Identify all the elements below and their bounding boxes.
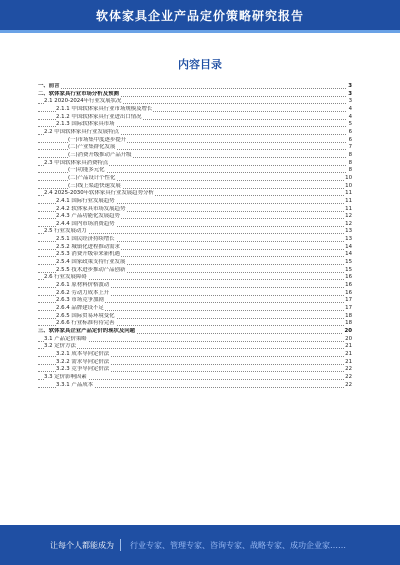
toc-entry-page: 16 xyxy=(345,274,352,281)
toc-entry-title: 2.5.3 消费升级带来新机遇 xyxy=(56,251,120,258)
table-of-contents xyxy=(38,83,352,389)
toc-entry-title: 一、前言 xyxy=(38,83,60,89)
toc-entry-page: 13 xyxy=(345,228,352,235)
toc-entry-title: 3.3.1 产品成本 xyxy=(56,381,93,388)
toc-entry-page: 10 xyxy=(345,174,352,181)
toc-entry[interactable] xyxy=(38,305,352,313)
toc-entry-page: 22 xyxy=(345,366,352,373)
toc-entry-title: 2.1.1 中国软体家具行业市场规模及增长 xyxy=(56,105,153,112)
toc-leader-dots xyxy=(38,88,346,89)
toc-entry[interactable] xyxy=(38,282,352,290)
toc-entry[interactable] xyxy=(38,236,352,244)
toc-entry[interactable] xyxy=(38,274,352,282)
toc-entry-title: 2.4.2 软体家具市场发展趋势 xyxy=(56,205,126,212)
toc-entry-title: 2.6 行业发展障碍 xyxy=(44,274,87,281)
footer-slogan-left: 让每个人都能成为 xyxy=(50,541,114,550)
toc-entry[interactable] xyxy=(38,267,352,275)
toc-entry[interactable] xyxy=(38,98,352,106)
toc-entry[interactable] xyxy=(38,374,352,382)
toc-entry-page: 22 xyxy=(345,373,352,380)
toc-entry-page: 10 xyxy=(345,182,352,189)
toc-entry-title: 2.4.4 国内市场消费趋势 xyxy=(56,220,115,227)
toc-entry[interactable] xyxy=(38,213,352,221)
toc-entry-title: (三)线上渠道快速发展 xyxy=(68,182,121,189)
toc-entry-title: 2.4 2025-2030年软体家具行业发展趋势分析 xyxy=(44,190,154,197)
toc-entry-page: 12 xyxy=(345,220,352,227)
toc-entry[interactable] xyxy=(38,366,352,374)
toc-entry[interactable] xyxy=(38,160,352,168)
toc-entry-page: 11 xyxy=(345,197,352,204)
toc-entry-page: 15 xyxy=(345,259,352,266)
toc-entry-title: 2.4.1 国际行业发展趋势 xyxy=(56,197,115,204)
toc-entry-title: 3.2.2 需求导向定价法 xyxy=(56,358,110,365)
toc-entry[interactable] xyxy=(38,251,352,259)
toc-entry[interactable] xyxy=(38,351,352,359)
toc-entry-page: 6 xyxy=(348,128,352,135)
toc-entry[interactable] xyxy=(38,359,352,367)
toc-entry[interactable] xyxy=(38,228,352,236)
toc-entry-page: 14 xyxy=(345,251,352,258)
toc-entry-page: 20 xyxy=(345,335,352,342)
toc-entry-page: 6 xyxy=(348,136,352,143)
toc-entry[interactable] xyxy=(38,152,352,160)
toc-entry[interactable] xyxy=(38,183,352,191)
toc-entry-page: 4 xyxy=(348,105,352,112)
toc-entry-title: 2.4.3 产品功能化发展趋势 xyxy=(56,213,120,220)
footer-banner xyxy=(0,525,400,565)
toc-entry-title: 二、软体家具行业市场分析及预测 xyxy=(38,90,119,97)
toc-entry[interactable] xyxy=(38,83,352,91)
toc-entry-page: 21 xyxy=(345,343,352,350)
toc-entry-page: 11 xyxy=(345,190,352,197)
toc-entry-title: 3.3 定价影响因素 xyxy=(44,373,87,380)
toc-entry-page: 7 xyxy=(348,144,352,151)
toc-entry-title: 2.5.4 国家政策支持行业发展 xyxy=(56,259,126,266)
toc-entry-page: 16 xyxy=(345,282,352,289)
toc-entry-title: 2.1.2 中国软体家具行业进出口情况 xyxy=(56,113,142,120)
toc-entry-title: 2.6.4 品牌建设不足 xyxy=(56,305,104,312)
toc-entry-page: 18 xyxy=(345,320,352,327)
toc-entry[interactable] xyxy=(38,343,352,351)
toc-entry-title: (三)消费升级推动产品升级 xyxy=(68,151,132,158)
toc-entry-title: (二)产品设计个性化 xyxy=(68,174,116,181)
toc-entry[interactable] xyxy=(38,190,352,198)
footer-divider xyxy=(120,539,121,551)
toc-entry-page: 21 xyxy=(345,350,352,357)
toc-entry-page: 21 xyxy=(345,358,352,365)
toc-entry-page: 8 xyxy=(348,167,352,174)
toc-entry-title: 2.6.6 行业标准有待完善 xyxy=(56,320,115,327)
toc-entry-page: 17 xyxy=(345,305,352,312)
toc-entry-title: 2.3 中国软体家具消费特点 xyxy=(44,159,109,166)
toc-entry-title: 3.2 定价方法 xyxy=(44,343,76,350)
report-title: 软体家具企业产品定价策略研究报告 xyxy=(95,9,304,23)
toc-entry[interactable] xyxy=(38,198,352,206)
toc-entry-page: 17 xyxy=(345,297,352,304)
toc-entry-page: 16 xyxy=(345,289,352,296)
toc-entry-page: 20 xyxy=(344,328,352,334)
toc-entry[interactable] xyxy=(38,320,352,328)
toc-entry-page: 15 xyxy=(345,266,352,273)
toc-entry[interactable] xyxy=(38,206,352,214)
toc-entry-page: 3 xyxy=(348,98,352,105)
toc-entry[interactable] xyxy=(38,221,352,229)
toc-entry-title: 3.2.3 竞争导向定价法 xyxy=(56,366,110,373)
toc-leader-dots xyxy=(38,348,346,349)
toc-entry-page: 3 xyxy=(348,90,352,97)
toc-entry-page: 12 xyxy=(345,213,352,220)
toc-entry-page: 14 xyxy=(345,243,352,250)
header-banner xyxy=(0,0,400,33)
toc-entry-page: 5 xyxy=(348,121,352,128)
toc-entry-title: 2.2 中国软体家具行业发展特点 xyxy=(44,128,119,135)
toc-entry-page: 13 xyxy=(345,236,352,243)
toc-entry-title: 三、软体家具企业产品定价的现状及问题 xyxy=(38,328,136,334)
toc-heading: 内容目录 xyxy=(178,58,222,71)
toc-entry-title: 3.1 产品定价策略 xyxy=(44,335,87,342)
toc-entry-page: 3 xyxy=(348,83,352,89)
toc-entry-page: 18 xyxy=(345,312,352,319)
toc-entry[interactable] xyxy=(38,91,352,99)
toc-entry[interactable] xyxy=(38,114,352,122)
toc-entry-title: 2.1 2020-2024年行业发展状况 xyxy=(44,98,122,105)
toc-entry-title: 2.5.2 城镇化进程推动需求 xyxy=(56,243,120,250)
toc-entry[interactable] xyxy=(38,290,352,298)
footer-slogan-right: 行业专家、管理专家、咨询专家、战略专家、成功企业家…… xyxy=(130,541,346,550)
toc-entry-title: 2.5.5 技术进步推动产品创新 xyxy=(56,266,126,273)
toc-entry[interactable] xyxy=(38,328,352,336)
toc-entry[interactable] xyxy=(38,106,352,114)
toc-entry[interactable] xyxy=(38,336,352,344)
toc-entry[interactable] xyxy=(38,297,352,305)
toc-entry-page: 8 xyxy=(348,151,352,158)
toc-entry-title: 2.6.2 劳动力成本上升 xyxy=(56,289,110,296)
toc-entry[interactable] xyxy=(38,382,352,390)
toc-entry-title: 2.6.1 原材料价格波动 xyxy=(56,282,110,289)
toc-entry[interactable] xyxy=(38,137,352,145)
toc-entry[interactable] xyxy=(38,144,352,152)
toc-entry[interactable] xyxy=(38,313,352,321)
toc-entry[interactable] xyxy=(38,167,352,175)
toc-entry[interactable] xyxy=(38,259,352,267)
toc-entry-title: 2.5 行业发展动力 xyxy=(44,228,87,235)
toc-entry-title: (一)功能多元化 xyxy=(68,167,105,174)
toc-entry-title: 2.6.3 市场竞争加剧 xyxy=(56,297,104,304)
toc-entry-page: 8 xyxy=(348,159,352,166)
toc-entry[interactable] xyxy=(38,129,352,137)
toc-entry-page: 11 xyxy=(345,205,352,212)
toc-entry-title: 3.2.1 成本导向定价法 xyxy=(56,350,110,357)
toc-entry[interactable] xyxy=(38,121,352,129)
toc-entry-title: (二)产业集群化发展 xyxy=(68,144,116,151)
toc-entry[interactable] xyxy=(38,175,352,183)
toc-entry-title: 2.5.1 国民经济持续增长 xyxy=(56,236,115,243)
toc-entry-page: 4 xyxy=(348,113,352,120)
toc-entry-title: 2.1.3 国际软体家具市场 xyxy=(56,121,115,128)
toc-entry-title: (一)市场集中度逐步提升 xyxy=(68,136,127,143)
toc-entry-page: 22 xyxy=(345,381,352,388)
toc-entry-title: 2.6.5 国际贸易环境变化 xyxy=(56,312,115,319)
toc-entry[interactable] xyxy=(38,244,352,252)
